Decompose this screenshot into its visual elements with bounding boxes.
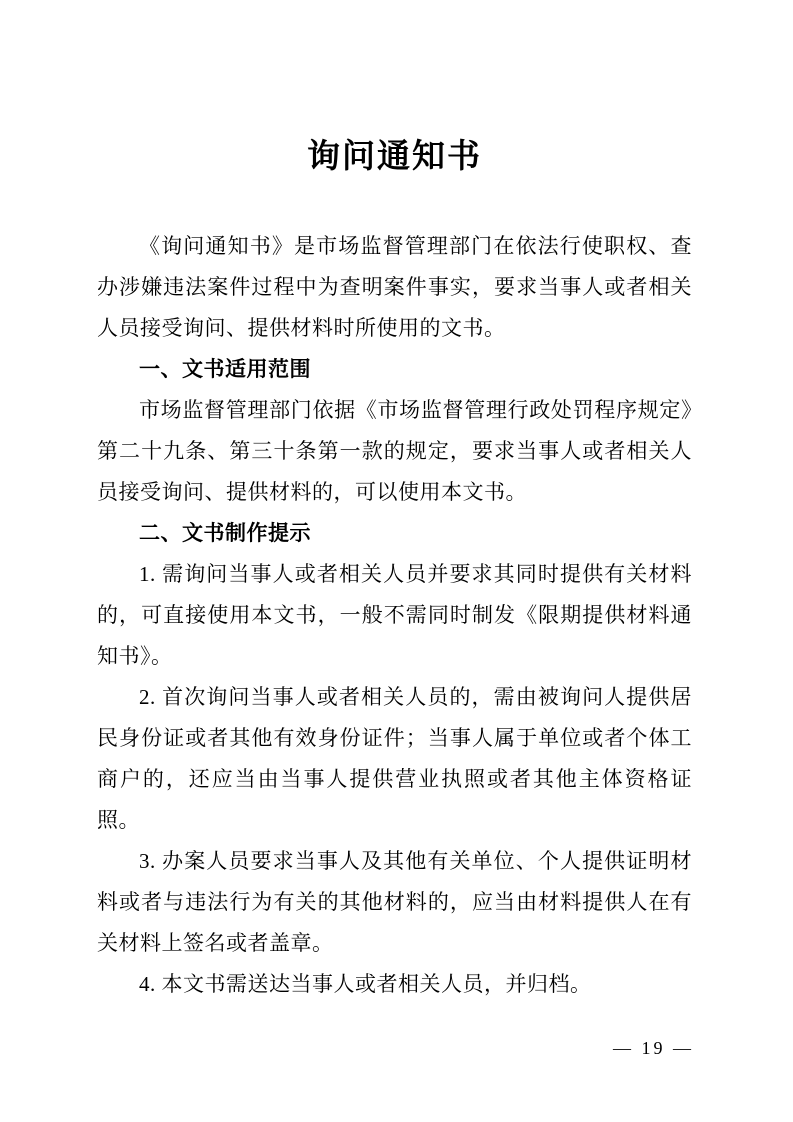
page-number: — 19 — — [613, 1038, 694, 1058]
section-2-heading: 二、文书制作提示 — [139, 522, 311, 545]
intro-paragraph: 《询问通知书》是市场监督管理部门在依法行使职权、查办涉嫌违法案件过程中为查明案件事实，要求当事人或者相关人员接受询问、提供材料时所使用的文书。 — [97, 234, 692, 340]
section-1-paragraph: 市场监督管理部门依据《市场监督管理行政处罚程序规定》第二十九条、第三十条第一款的规定，要求当事人或者相关人员接受询问、提供材料的，可以使用本文书。 — [97, 398, 692, 504]
section-2-item-2: 2. 首次询问当事人或者相关人员的，需由被询问人提供居民身份证或者其他有效身份证件；当事人属于单位或者个体工商户的，还应当由当事人提供营业执照或者其他主体资格证照。 — [97, 685, 692, 832]
document-title: 询问通知书 — [307, 139, 482, 175]
section-2-item-4: 4. 本文书需送达当事人或者相关人员，并归档。 — [139, 972, 592, 996]
section-2-item-3: 3. 办案人员要求当事人及其他有关单位、个人提供证明材料或者与违法行为有关的其他材料的，应当由材料提供人在有关材料上签名或者盖章。 — [97, 849, 692, 955]
section-2-item-1: 1. 需询问当事人或者相关人员并要求其同时提供有关材料的，可直接使用本文书，一般不需同时制发《限期提供材料通知书》。 — [97, 562, 692, 668]
section-1-heading: 一、文书适用范围 — [139, 358, 311, 381]
